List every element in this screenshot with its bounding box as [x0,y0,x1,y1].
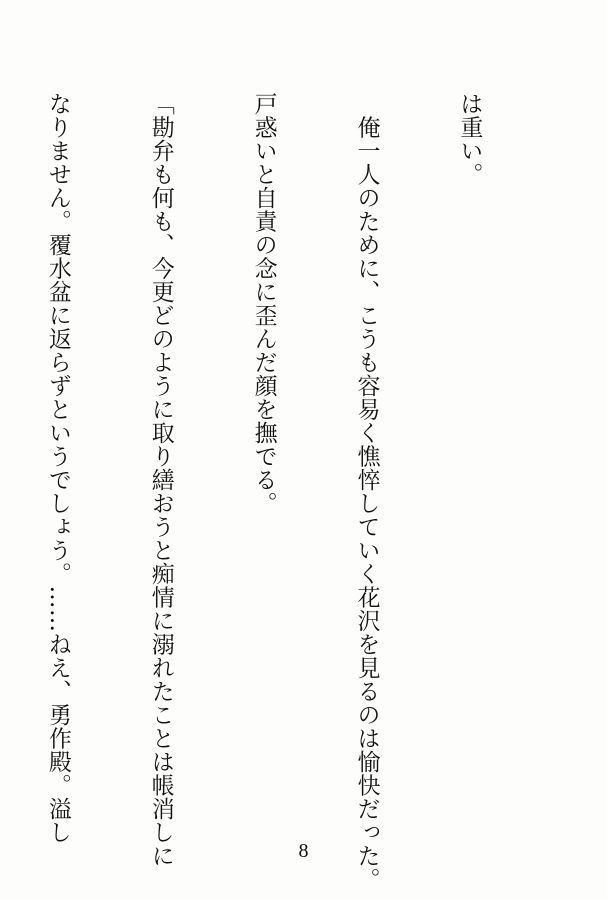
text-line: は重い。 [456,92,483,186]
text-line: 「勘弁も何も、今更どのように取り繕おうと痴情に溺れたことは帳消しに [147,92,174,868]
text-line: なりません。覆水盆に返らずというでしょう。……ねえ、勇作殿。溢し [44,92,71,844]
text-line: 俺一人のために、こうも容易く憔悴していく花沢を見るのは愉快だった。 [353,92,380,891]
vertical-text-body [0,92,555,891]
text-line: 戸惑いと自責の念に歪んだ顔を撫でる。 [250,92,277,515]
page-number: 8 [298,840,309,862]
